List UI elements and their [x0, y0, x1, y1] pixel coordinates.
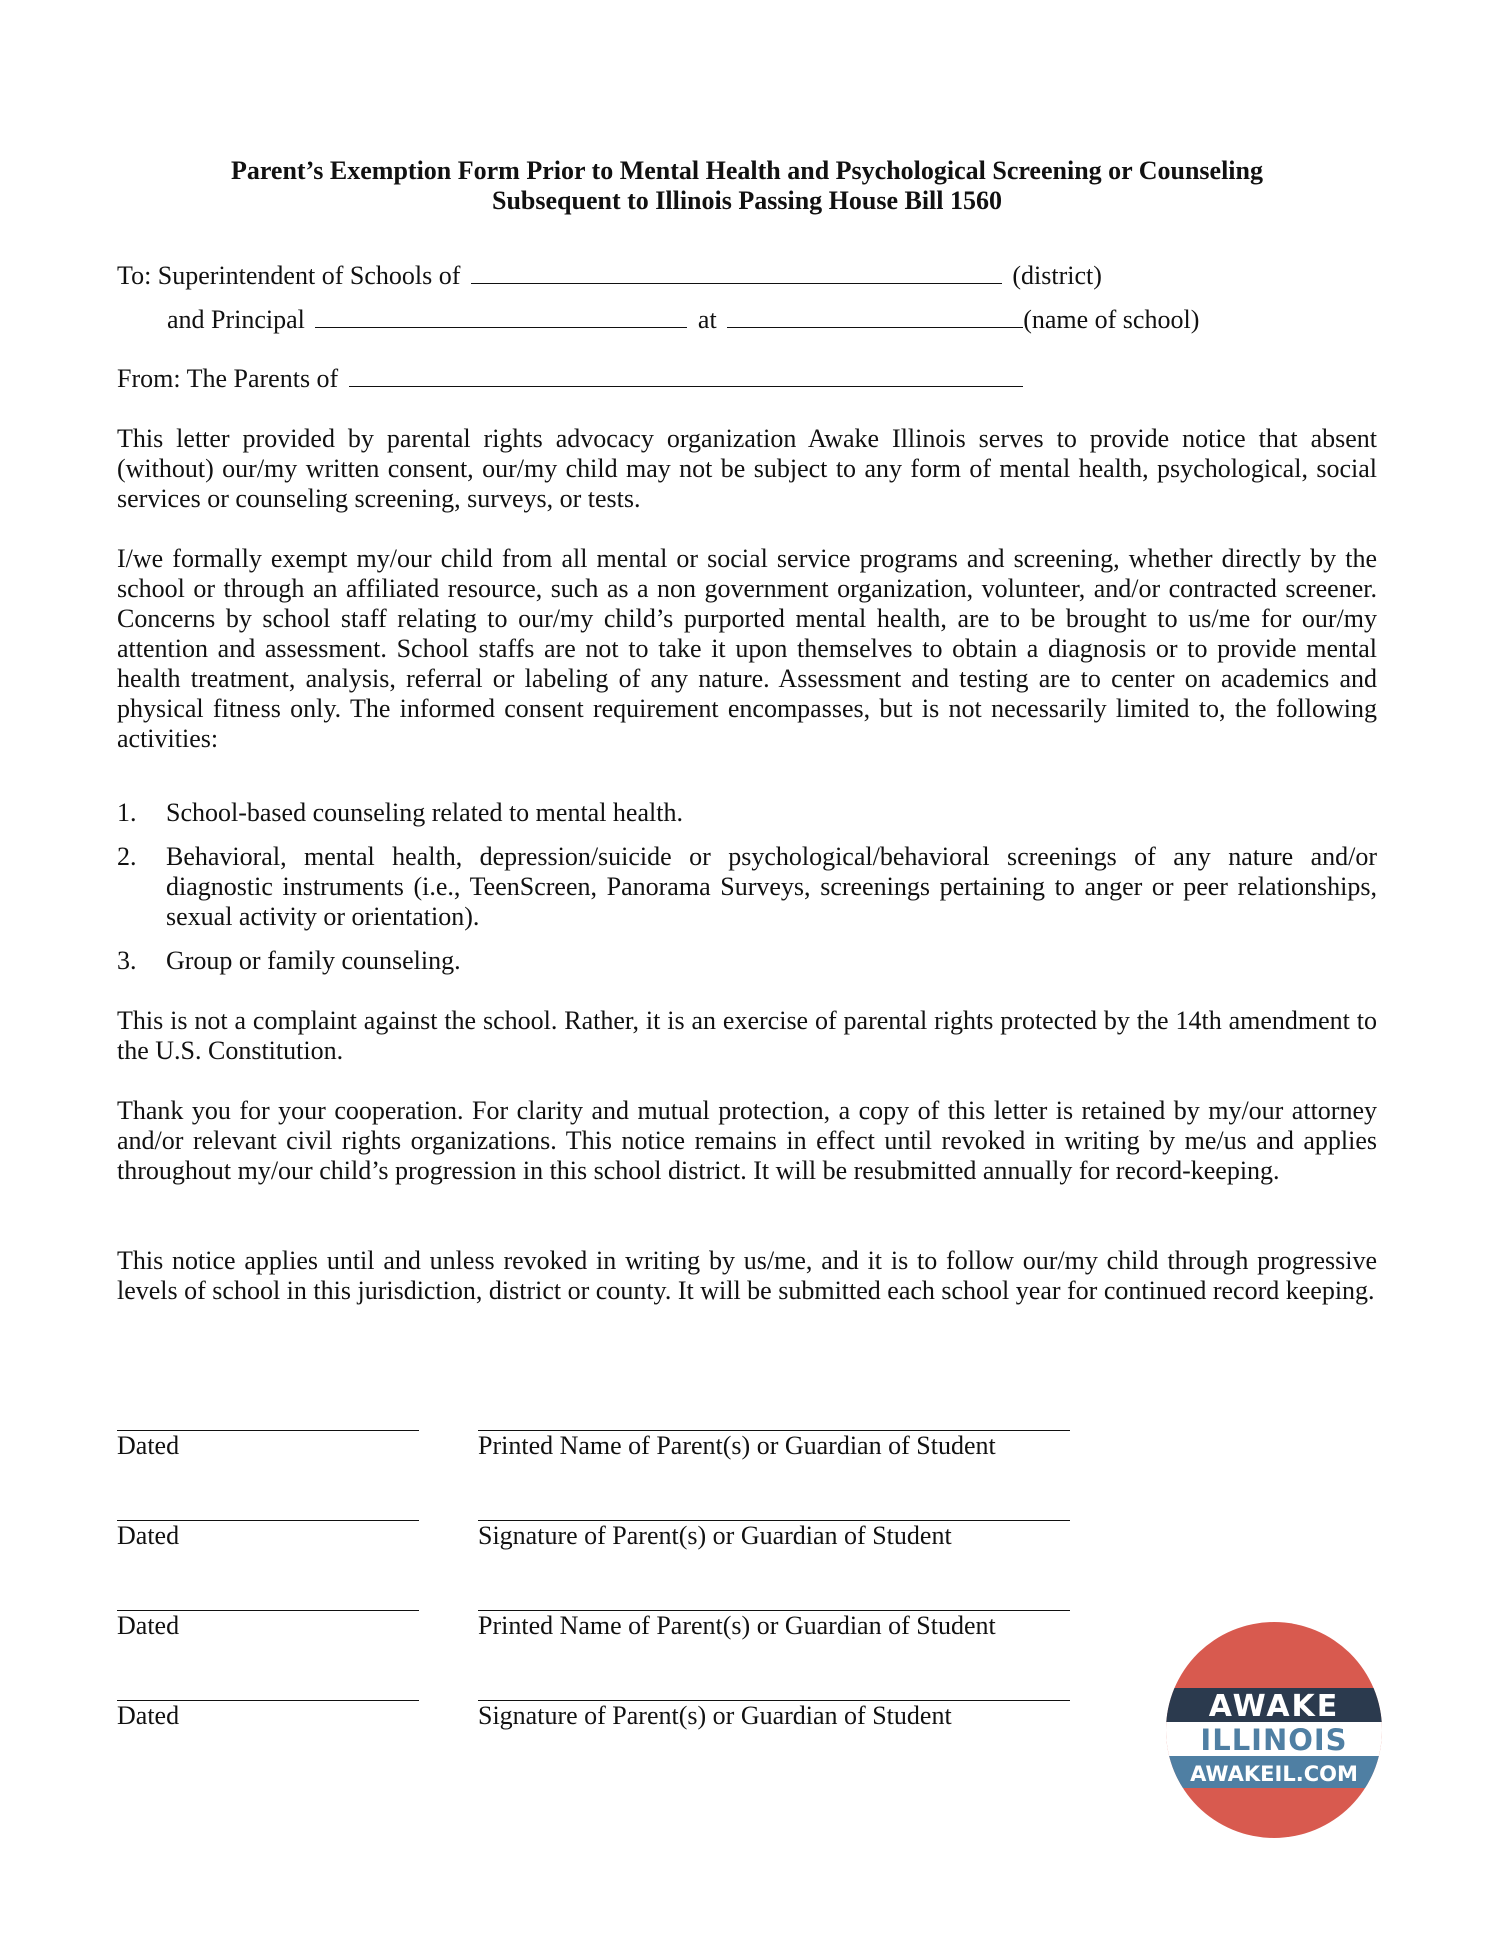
- to-suffix: (district): [1012, 261, 1102, 290]
- awake-illinois-logo: [1164, 1620, 1384, 1840]
- from-prefix: From: The Parents of: [117, 364, 339, 393]
- paragraph-applies: This notice applies until and unless revoked in writing by us/me, and it is to follow our/my child through progressive levels of school in this jurisdiction, district or county. It will be submitted each school year for continued record keeping.: [117, 1246, 1377, 1305]
- signature-label-1: Signature of Parent(s) or Guardian of Student: [478, 1521, 952, 1550]
- principal-at: at: [697, 305, 717, 334]
- activities-list: [117, 798, 1377, 976]
- document-title: [117, 156, 1377, 216]
- dated-label-1: Dated: [117, 1431, 180, 1460]
- list-item: [117, 946, 1377, 976]
- student-name-blank[interactable]: [349, 362, 1023, 387]
- printed-name-label-1: Printed Name of Parent(s) or Guardian of Student: [478, 1431, 996, 1460]
- paragraph-thank-you: Thank you for your cooperation. For clarity and mutual protection, a copy of this letter is retained by my/our attorney and/or relevant civil rights organizations. This notice remains in effect until revoked in writing by me/us and applies throughout my/our child’s progression in this school district. It will be resubmitted annually for record-keeping.: [117, 1096, 1377, 1185]
- district-blank[interactable]: [471, 259, 1002, 284]
- from-line: [117, 362, 1027, 394]
- list-item-text: School-based counseling related to mental health.: [166, 798, 683, 827]
- principal-suffix: (name of school): [1023, 305, 1200, 334]
- list-item-number: 1.: [117, 798, 137, 827]
- list-item-text: Behavioral, mental health, depression/suicide or psychological/behavioral screenings of any nature and/or diagnostic instruments (i.e., TeenScreen, Panorama Surveys, screenings pertaining to anger or peer relationships, sexual activity or orientation).: [166, 842, 1377, 931]
- title-line-1: Parent’s Exemption Form Prior to Mental Health and Psychological Screening or Counseling: [230, 156, 1263, 185]
- list-item-text: Group or family counseling.: [166, 946, 461, 975]
- principal-line: [167, 303, 1199, 335]
- paragraph-notice: This letter provided by parental rights advocacy organization Awake Illinois serves to provide notice that absent (without) our/my written consent, our/my child may not be subject to any form of mental health, psychological, social services or counseling screening, surveys, or tests.: [117, 424, 1377, 513]
- dated-label-2: Dated: [117, 1521, 180, 1550]
- to-prefix: To: Superintendent of Schools of: [117, 261, 461, 290]
- signature-label-2: Signature of Parent(s) or Guardian of Student: [478, 1701, 952, 1730]
- list-item: [117, 798, 1377, 828]
- paragraph-not-complaint: This is not a complaint against the school. Rather, it is an exercise of parental rights protected by the 14th amendment to the U.S. Constitution.: [117, 1006, 1377, 1065]
- title-line-2: Subsequent to Illinois Passing House Bill 1560: [491, 186, 1003, 215]
- school-name-blank[interactable]: [727, 303, 1023, 328]
- principal-prefix: and Principal: [167, 305, 305, 334]
- paragraph-exemption: I/we formally exempt my/our child from all mental or social service programs and screening, whether directly by the school or through an affiliated resource, such as a non government organization, volunteer, and/or contracted screener. Concerns by school staff relating to our/my child’s purported mental health, are to be brought to us/me for our/my attention and assessment. School staffs are not to take it upon themselves to obtain a diagnosis or to provide mental health treatment, analysis, referral or labeling of any nature. Assessment and testing are to center on academics and physical fitness only. The informed consent requirement encompasses, but is not necessarily limited to, the following activities:: [117, 544, 1377, 753]
- dated-label-4: Dated: [117, 1701, 180, 1730]
- logo-text-illinois: ILLINOIS: [1200, 1723, 1348, 1757]
- logo-text-url: AWAKEIL.COM: [1190, 1762, 1358, 1786]
- list-item-number: 3.: [117, 946, 137, 975]
- to-line: [117, 259, 1102, 291]
- list-item: [117, 842, 1377, 932]
- principal-name-blank[interactable]: [315, 303, 687, 328]
- logo-text-awake: AWAKE: [1208, 1689, 1340, 1724]
- list-item-number: 2.: [117, 842, 137, 871]
- dated-label-3: Dated: [117, 1611, 180, 1640]
- printed-name-label-2: Printed Name of Parent(s) or Guardian of Student: [478, 1611, 996, 1640]
